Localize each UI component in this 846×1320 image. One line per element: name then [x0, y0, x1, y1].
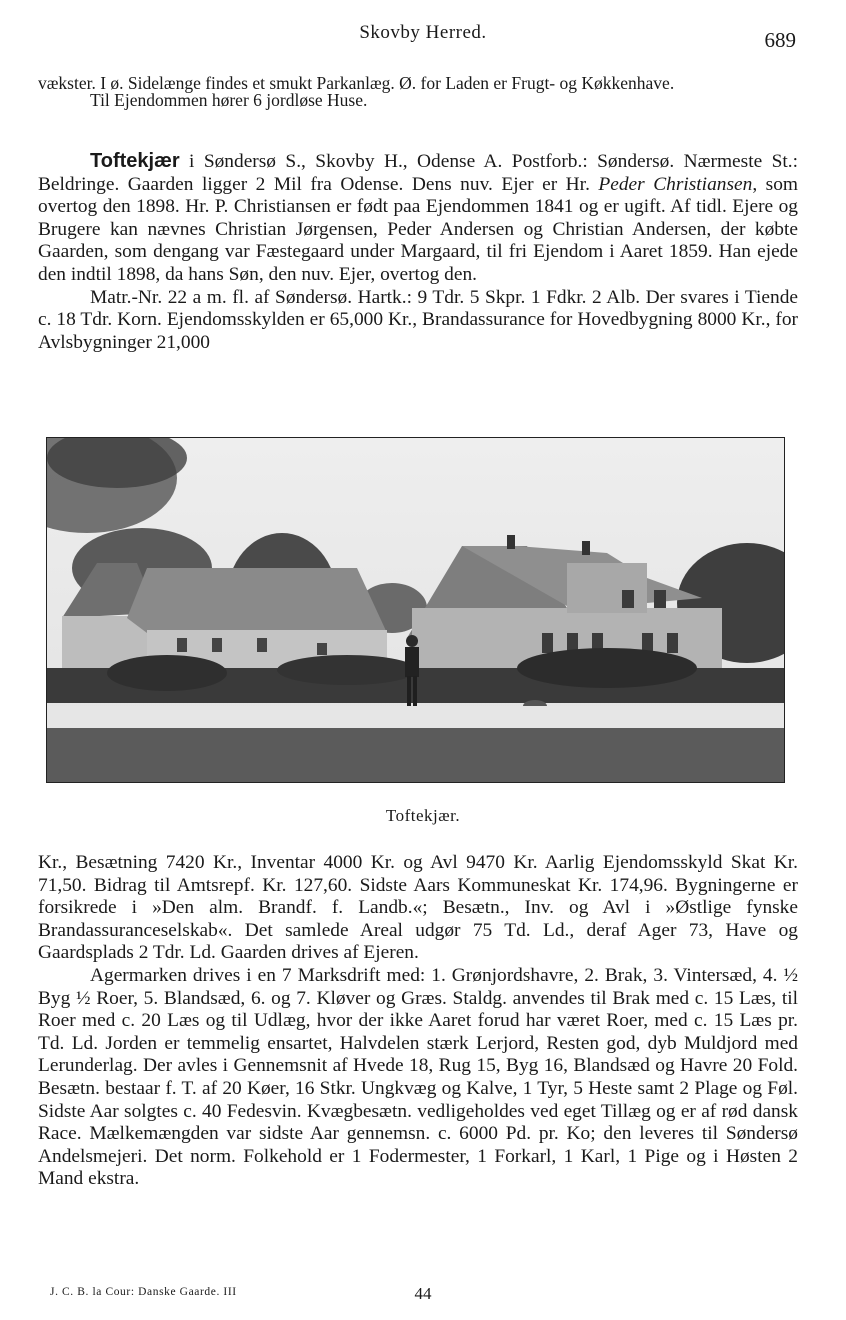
continuation-paragraph-2: Agermarken drives i en 7 Marksdrift med: 1. Grønjordshavre, 2. Brak, 3. Vintersæd, 4. ½ Byg ½ Roer, 5. Blandsæd, 6. og 7. Kløver og Græs. Staldg. anvendes til Brak med c. 15 Læs, til Roer med c. 20 Læs og til Udlæg, hvor der ikke Aaret forud har været Roer, med c. 15 Læs pr. Td. Ld. Jorden er temmelig ensartet, Halvdelen stærk Lerjord, Resten god, dyb Muldjord med Lerunderlag. Der avles i Gennemsnit af Hvede 18, Rug 15, Byg 16, Blandsæd og Havre 20 Fold. Besætn. bestaar f. T. af 20 Køer, 16 Stkr. Ungkvæg og Kalve, 1 Tyr, 5 Heste samt 2 Plage og Føl. Sidste Aar solgtes c. 40 Fedesvin. Kvægbesætn. vedligeholdes ved eget Tillæg og er af rød dansk Race. Mælkemængden var sidste Aar gennemsn. c. 6000 Pd. pr. Ko; den leveres til Søndersø Andelsmejeri. Det norm. Folkehold er 1 Fodermester, 1 Forkarl, 1 Karl, 1 Pige og i Høsten 2 Mand ekstra.	[38, 964, 798, 1190]
farm-photo-drawing	[47, 438, 784, 782]
photo-caption: Toftekjær.	[385, 806, 461, 825]
entry-name: Toftekjær	[90, 150, 180, 172]
footer-signature: 44	[414, 1284, 432, 1303]
entry-intro-text-continued: , som overtog den 1898. Hr. P. Christiansen er født paa Ejendommen 1841 og er ugift. Af tidl. Ejere og Brugere kan nævnes Christian Jørgensen, Peder Andersen og Christian Andersen, der købte Gaarden, som dengang var Fæstegaard under Margaard, til fri Ejendom i Aaret 1859. Han ejede den indtil 1898, da hans Søn, den nuv. Ejer, overtog den.	[38, 173, 798, 285]
entry-intro-paragraph	[38, 150, 798, 287]
entry-matr-paragraph: Matr.-Nr. 22 a m. fl. af Søndersø. Hartk.: 9 Tdr. 5 Skpr. 1 Fdkr. 2 Alb. Der svares i Tiende c. 18 Tdr. Korn. Ejendomsskylden er 65,000 Kr., Brandassurance for Hovedbygning 8000 Kr., for Avlsbygninger 21,000	[38, 286, 798, 353]
road	[47, 706, 784, 728]
running-head: Skovby Herred.	[359, 22, 487, 43]
entry-continuation	[38, 852, 798, 1191]
entry-intro-text: i Søndersø S., Skovby H., Odense A. Postforb.: Søndersø. Nærmeste St.: Beldringe. Gaarden ligger 2 Mil fra Odense. Dens nuv. Ejer er Hr.	[38, 151, 798, 195]
continuation-paragraph-1: Kr., Besætning 7420 Kr., Inventar 4000 Kr. og Avl 9470 Kr. Aarlig Ejendomsskyld Skat Kr. 71,50. Bidrag til Amtsrepf. Kr. 127,60. Sidste Aars Kommuneskat Kr. 174,96. Bygningerne er forsikrede i »Den alm. Brandf. f. Landb.«; Besætn., Inv. og Avl i »Østlige fynske Brandassuranceselskab«. Det samlede Areal udgør 75 Td. Ld., deraf Ager 73, Have og Gaardsplads 2 Tdr. Ld. Gaarden drives af Ejeren.	[38, 852, 798, 964]
farm-photograph	[46, 437, 785, 783]
barn-left	[62, 563, 387, 671]
previous-entry-line1: vækster. I ø. Sidelænge findes et smukt Parkanlæg. Ø. for Laden er Frugt- og Køkkenhave.	[38, 73, 675, 93]
previous-entry-ending	[38, 75, 798, 109]
entry-owner: Peder Christiansen	[598, 173, 753, 195]
entry-toftekjaer	[38, 150, 798, 354]
page-number: 689	[764, 28, 796, 52]
previous-entry-line2: Til Ejendommen hører 6 jordløse Huse.	[90, 90, 368, 110]
footer-source: J. C. B. la Cour: Danske Gaarde. III	[50, 1286, 237, 1298]
grass-verge	[47, 728, 784, 782]
